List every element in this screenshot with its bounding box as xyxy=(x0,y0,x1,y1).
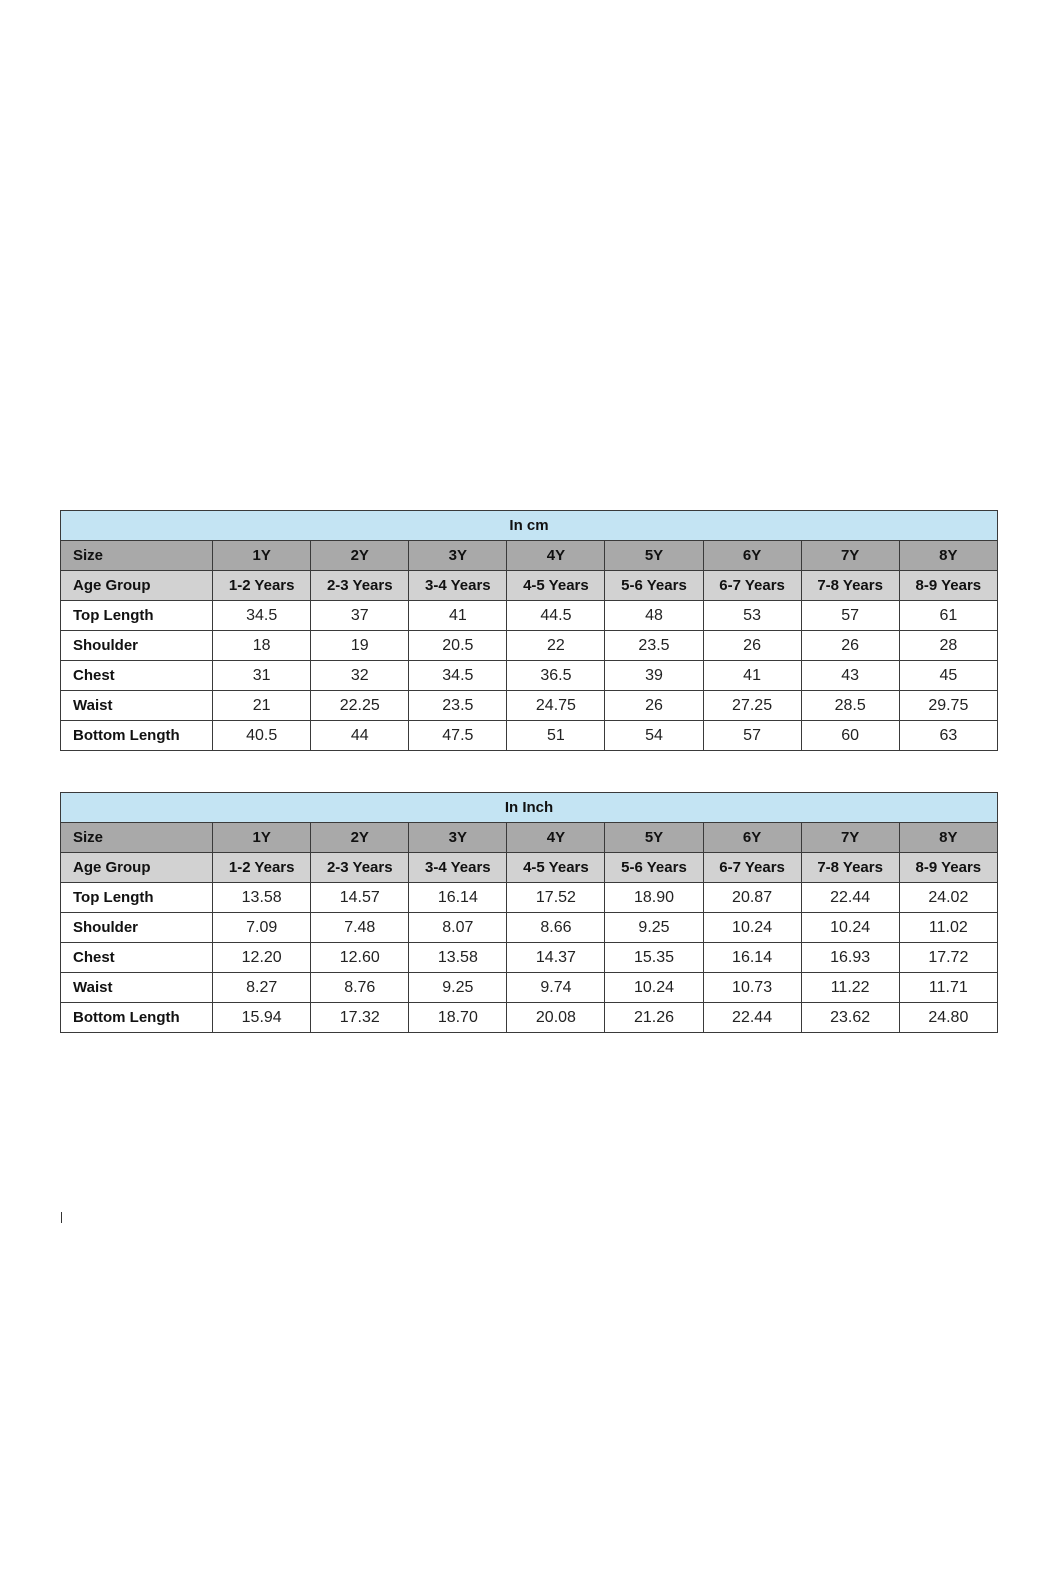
measurement-value: 34.5 xyxy=(409,661,507,691)
size-header-cell: 2Y xyxy=(311,823,409,853)
size-header-cell: 4Y xyxy=(507,541,605,571)
table-row xyxy=(61,721,998,751)
measurement-value: 41 xyxy=(703,661,801,691)
table-title-row xyxy=(61,793,998,823)
measurement-value: 57 xyxy=(703,721,801,751)
measurement-label: Chest xyxy=(61,943,213,973)
measurement-value: 8.27 xyxy=(213,973,311,1003)
measurement-value: 12.60 xyxy=(311,943,409,973)
measurement-value: 11.02 xyxy=(899,913,997,943)
age-group-cell: 7-8 Years xyxy=(801,853,899,883)
measurement-label: Waist xyxy=(61,691,213,721)
age-group-cell: 5-6 Years xyxy=(605,853,703,883)
size-header-cell: 6Y xyxy=(703,823,801,853)
measurement-value: 24.80 xyxy=(899,1003,997,1033)
measurement-value: 23.62 xyxy=(801,1003,899,1033)
size-header-cell: 8Y xyxy=(899,823,997,853)
size-header-label: Size xyxy=(61,823,213,853)
table-row xyxy=(61,601,998,631)
measurement-value: 7.09 xyxy=(213,913,311,943)
age-group-cell: 8-9 Years xyxy=(899,853,997,883)
measurement-value: 22.25 xyxy=(311,691,409,721)
age-group-cell: 4-5 Years xyxy=(507,853,605,883)
age-group-row xyxy=(61,853,998,883)
measurement-value: 9.25 xyxy=(409,973,507,1003)
measurement-value: 16.93 xyxy=(801,943,899,973)
age-group-cell: 3-4 Years xyxy=(409,853,507,883)
measurement-value: 17.52 xyxy=(507,883,605,913)
size-header-cell: 4Y xyxy=(507,823,605,853)
table-row xyxy=(61,973,998,1003)
measurement-value: 44 xyxy=(311,721,409,751)
table-title: In cm xyxy=(61,511,998,541)
measurement-value: 28.5 xyxy=(801,691,899,721)
measurement-value: 17.72 xyxy=(899,943,997,973)
measurement-value: 11.71 xyxy=(899,973,997,1003)
measurement-label: Top Length xyxy=(61,883,213,913)
size-header-cell: 1Y xyxy=(213,541,311,571)
measurement-value: 29.75 xyxy=(899,691,997,721)
measurement-value: 11.22 xyxy=(801,973,899,1003)
measurement-value: 8.66 xyxy=(507,913,605,943)
measurement-value: 24.75 xyxy=(507,691,605,721)
table-row xyxy=(61,631,998,661)
measurement-value: 61 xyxy=(899,601,997,631)
measurement-value: 22.44 xyxy=(801,883,899,913)
size-header-cell: 7Y xyxy=(801,823,899,853)
measurement-value: 21 xyxy=(213,691,311,721)
measurement-value: 16.14 xyxy=(703,943,801,973)
measurement-value: 9.25 xyxy=(605,913,703,943)
measurement-value: 27.25 xyxy=(703,691,801,721)
table-row xyxy=(61,913,998,943)
text-cursor-mark xyxy=(61,1212,62,1223)
measurement-value: 63 xyxy=(899,721,997,751)
size-chart-inch-table xyxy=(60,792,998,1033)
measurement-value: 21.26 xyxy=(605,1003,703,1033)
measurement-value: 54 xyxy=(605,721,703,751)
measurement-value: 40.5 xyxy=(213,721,311,751)
age-group-cell: 4-5 Years xyxy=(507,571,605,601)
measurement-value: 15.94 xyxy=(213,1003,311,1033)
table-row xyxy=(61,883,998,913)
size-header-cell: 2Y xyxy=(311,541,409,571)
measurement-value: 18.70 xyxy=(409,1003,507,1033)
size-header-cell: 6Y xyxy=(703,541,801,571)
age-group-cell: 2-3 Years xyxy=(311,853,409,883)
measurement-value: 26 xyxy=(605,691,703,721)
measurement-value: 23.5 xyxy=(409,691,507,721)
measurement-value: 16.14 xyxy=(409,883,507,913)
measurement-value: 15.35 xyxy=(605,943,703,973)
table-title-row xyxy=(61,511,998,541)
age-group-label: Age Group xyxy=(61,853,213,883)
measurement-label: Chest xyxy=(61,661,213,691)
age-group-cell: 7-8 Years xyxy=(801,571,899,601)
measurement-label: Waist xyxy=(61,973,213,1003)
measurement-value: 13.58 xyxy=(213,883,311,913)
measurement-value: 26 xyxy=(801,631,899,661)
table-row xyxy=(61,691,998,721)
measurement-value: 23.5 xyxy=(605,631,703,661)
measurement-value: 10.24 xyxy=(801,913,899,943)
measurement-label: Bottom Length xyxy=(61,1003,213,1033)
table-row xyxy=(61,943,998,973)
measurement-value: 20.08 xyxy=(507,1003,605,1033)
size-header-label: Size xyxy=(61,541,213,571)
measurement-value: 17.32 xyxy=(311,1003,409,1033)
measurement-value: 44.5 xyxy=(507,601,605,631)
measurement-value: 22 xyxy=(507,631,605,661)
measurement-label: Shoulder xyxy=(61,631,213,661)
measurement-value: 8.07 xyxy=(409,913,507,943)
measurement-value: 60 xyxy=(801,721,899,751)
measurement-value: 24.02 xyxy=(899,883,997,913)
measurement-value: 32 xyxy=(311,661,409,691)
measurement-value: 18.90 xyxy=(605,883,703,913)
age-group-cell: 2-3 Years xyxy=(311,571,409,601)
age-group-cell: 1-2 Years xyxy=(213,571,311,601)
measurement-value: 48 xyxy=(605,601,703,631)
measurement-value: 34.5 xyxy=(213,601,311,631)
measurement-label: Top Length xyxy=(61,601,213,631)
measurement-value: 10.24 xyxy=(703,913,801,943)
measurement-value: 57 xyxy=(801,601,899,631)
size-header-cell: 8Y xyxy=(899,541,997,571)
measurement-value: 14.57 xyxy=(311,883,409,913)
size-header-cell: 3Y xyxy=(409,823,507,853)
measurement-value: 26 xyxy=(703,631,801,661)
table-row xyxy=(61,1003,998,1033)
size-chart-cm-table xyxy=(60,510,998,751)
measurement-value: 53 xyxy=(703,601,801,631)
measurement-value: 19 xyxy=(311,631,409,661)
age-group-cell: 6-7 Years xyxy=(703,571,801,601)
measurement-label: Bottom Length xyxy=(61,721,213,751)
measurement-value: 12.20 xyxy=(213,943,311,973)
size-header-row xyxy=(61,823,998,853)
measurement-value: 28 xyxy=(899,631,997,661)
age-group-cell: 6-7 Years xyxy=(703,853,801,883)
measurement-value: 14.37 xyxy=(507,943,605,973)
size-header-cell: 5Y xyxy=(605,823,703,853)
measurement-value: 20.87 xyxy=(703,883,801,913)
size-header-cell: 5Y xyxy=(605,541,703,571)
measurement-value: 36.5 xyxy=(507,661,605,691)
measurement-value: 45 xyxy=(899,661,997,691)
measurement-value: 7.48 xyxy=(311,913,409,943)
age-group-cell: 8-9 Years xyxy=(899,571,997,601)
measurement-value: 9.74 xyxy=(507,973,605,1003)
size-header-row xyxy=(61,541,998,571)
measurement-value: 41 xyxy=(409,601,507,631)
measurement-value: 43 xyxy=(801,661,899,691)
age-group-cell: 1-2 Years xyxy=(213,853,311,883)
measurement-value: 20.5 xyxy=(409,631,507,661)
table-row xyxy=(61,661,998,691)
measurement-value: 39 xyxy=(605,661,703,691)
measurement-label: Shoulder xyxy=(61,913,213,943)
measurement-value: 10.24 xyxy=(605,973,703,1003)
size-header-cell: 3Y xyxy=(409,541,507,571)
measurement-value: 51 xyxy=(507,721,605,751)
measurement-value: 22.44 xyxy=(703,1003,801,1033)
age-group-label: Age Group xyxy=(61,571,213,601)
age-group-row xyxy=(61,571,998,601)
measurement-value: 37 xyxy=(311,601,409,631)
measurement-value: 47.5 xyxy=(409,721,507,751)
size-header-cell: 7Y xyxy=(801,541,899,571)
measurement-value: 8.76 xyxy=(311,973,409,1003)
measurement-value: 31 xyxy=(213,661,311,691)
table-title: In Inch xyxy=(61,793,998,823)
measurement-value: 18 xyxy=(213,631,311,661)
age-group-cell: 3-4 Years xyxy=(409,571,507,601)
measurement-value: 10.73 xyxy=(703,973,801,1003)
measurement-value: 13.58 xyxy=(409,943,507,973)
age-group-cell: 5-6 Years xyxy=(605,571,703,601)
size-header-cell: 1Y xyxy=(213,823,311,853)
